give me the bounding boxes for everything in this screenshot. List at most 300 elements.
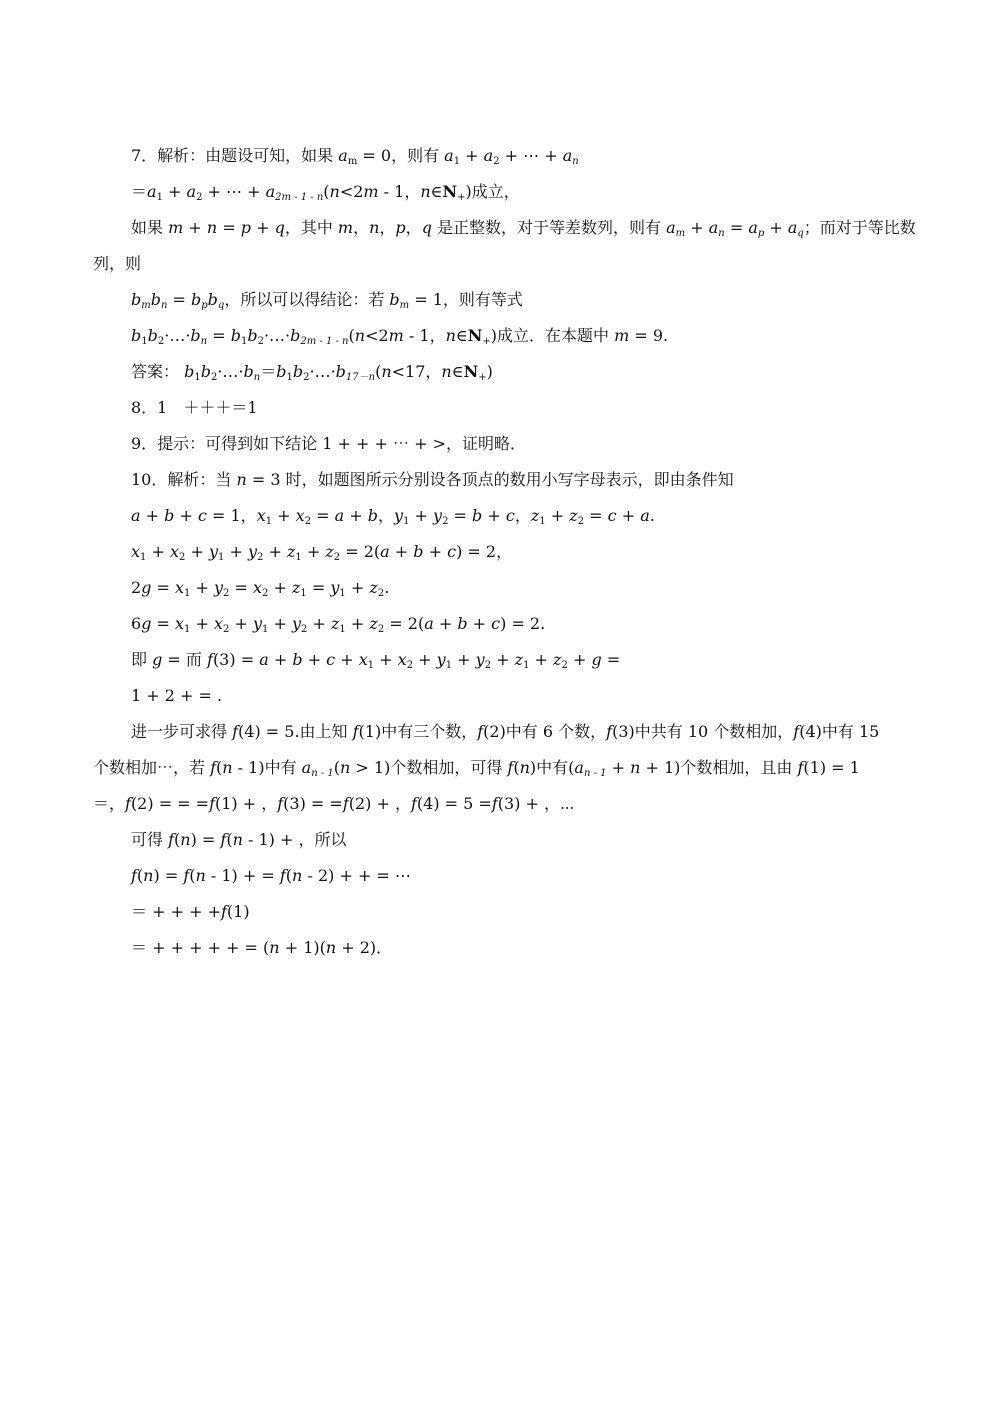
math-variable: b [367, 506, 379, 525]
math-subscript: 1 [339, 588, 346, 599]
math-subscript: 2 [333, 552, 341, 563]
math-variable: x [175, 614, 185, 633]
math-variable: f [220, 902, 227, 921]
text-fragment: + [250, 218, 275, 237]
text-fragment: + [529, 650, 554, 669]
text-fragment: 可得 [131, 830, 169, 849]
math-variable: q [421, 218, 432, 237]
text-fragment: = [306, 578, 331, 597]
text-fragment: <2 [365, 326, 389, 345]
math-subscript: 2m - 1 - n [300, 336, 349, 347]
math-variable: n [195, 866, 206, 885]
text-fragment: + [268, 650, 293, 669]
text-fragment: + [685, 218, 709, 237]
text-fragment: + [389, 542, 414, 561]
math-variable: m [363, 182, 379, 201]
math-subscript: q [797, 228, 804, 239]
math-variable: z [530, 506, 540, 525]
text-fragment: (1) + ， [215, 794, 278, 813]
math-variable: g [152, 650, 163, 669]
text-fragment: - 1) + = [205, 866, 280, 885]
math-variable: b [191, 290, 202, 309]
math-subscript: 1 [295, 552, 302, 563]
text-fragment: ) = 2. [500, 614, 546, 633]
text-fragment: N [463, 362, 479, 381]
text-fragment: ) = [153, 866, 184, 885]
text-fragment: ， [353, 218, 370, 237]
text-fragment: + [185, 542, 209, 561]
math-variable: b [292, 650, 303, 669]
text-fragment: - 1)中有 [232, 758, 302, 777]
text-fragment: ·…· [217, 362, 244, 381]
math-variable: y [475, 650, 485, 669]
math-variable: n [354, 326, 366, 345]
text-fragment: . [649, 506, 655, 525]
text-fragment: (3)中共有 10 个数相加， [612, 722, 794, 741]
text-fragment: ；而对于等比数 [803, 218, 916, 237]
math-subscript: 2 [157, 336, 165, 347]
math-subscript: 1 [184, 588, 191, 599]
math-variable: n [206, 218, 218, 237]
math-subscript: 2 [210, 372, 218, 383]
math-subscript: 1 [156, 192, 163, 203]
math-variable: a [424, 614, 434, 633]
math-variable: x [131, 542, 141, 561]
math-subscript: + [482, 336, 491, 347]
math-variable: y [291, 614, 302, 633]
math-variable: y [436, 650, 446, 669]
text-fragment: = [151, 578, 176, 597]
math-subscript: p [757, 228, 765, 239]
math-variable: f [207, 650, 213, 669]
math-variable: c [197, 506, 207, 525]
text-fragment: = 0，则有 [357, 146, 445, 165]
math-variable: f [606, 722, 613, 741]
math-variable: f [793, 722, 800, 741]
text-fragment: + [345, 578, 370, 597]
text-fragment: ， [378, 506, 395, 525]
math-subscript: 1 [141, 336, 148, 347]
math-variable: p [395, 218, 406, 237]
math-variable: z [514, 650, 524, 669]
math-variable: f [279, 866, 286, 885]
math-variable: p [240, 218, 251, 237]
text-fragment: 7．解析：由题设可知，如果 [131, 146, 339, 165]
solution-7-line-5 [131, 290, 523, 310]
text-fragment: = [151, 614, 176, 633]
text-fragment: + [413, 650, 437, 669]
text-fragment: (1) [226, 902, 250, 921]
text-fragment: + [467, 614, 492, 633]
math-variable: c [326, 650, 336, 669]
text-fragment: 个数相加⋯，若 [93, 758, 211, 777]
math-subscript: n [253, 372, 261, 383]
text-fragment: ·…· [263, 326, 291, 345]
solution-8: 8．1 ＋＋＋＝1 [131, 398, 258, 417]
math-subscript: 1 [523, 660, 530, 671]
text-fragment: ) [486, 362, 493, 381]
solution-10-line-12 [131, 866, 411, 886]
math-variable: a [787, 218, 798, 237]
text-fragment: = [311, 506, 335, 525]
text-fragment: ＝ [131, 182, 148, 201]
text-fragment: ∈ [455, 326, 468, 345]
text-fragment: - 1， [403, 326, 446, 345]
math-variable: f [411, 794, 417, 813]
math-subscript: 1 [240, 336, 248, 347]
math-variable: n [381, 362, 392, 381]
math-variable: a [259, 650, 269, 669]
math-subscript: 1 [184, 624, 191, 635]
math-variable: a [708, 218, 719, 237]
text-fragment: = 2( [340, 542, 381, 561]
solution-10-line-4 [131, 578, 389, 598]
math-subscript: 2 [442, 516, 449, 527]
solution-10-line-3 [131, 542, 512, 562]
solution-10-line-6 [131, 650, 620, 670]
math-subscript: 1 [265, 516, 273, 527]
text-fragment: ( [174, 830, 181, 849]
text-fragment: + [229, 614, 253, 633]
math-subscript: 1 [218, 552, 225, 563]
math-variable: a [562, 146, 573, 165]
math-variable: z [569, 506, 578, 525]
text-fragment: = 9. [629, 326, 669, 345]
math-variable: a [483, 146, 494, 165]
answer-line [131, 362, 493, 382]
text-fragment: 是正整数，对于等差数列，则有 [431, 218, 667, 237]
math-variable: f [491, 794, 498, 813]
text-fragment: + 2)． [336, 938, 393, 957]
math-variable: a [301, 758, 312, 777]
text-fragment: + 1)个数相加，且由 [640, 758, 798, 777]
math-variable: n [180, 830, 191, 849]
text-fragment: . [384, 578, 390, 597]
text-fragment: + [146, 542, 170, 561]
math-variable: b [290, 326, 301, 345]
math-variable: f [210, 758, 217, 777]
math-subscript: 17－n [345, 372, 376, 383]
text-fragment: = [601, 650, 621, 669]
text-fragment: 2 [131, 578, 142, 597]
text-fragment: ( [333, 758, 341, 777]
text-fragment: = [207, 326, 231, 345]
text-fragment: - 2) + + = ⋯ [302, 866, 411, 885]
text-fragment: 6 [131, 614, 142, 633]
text-fragment: - 1， [378, 182, 421, 201]
math-variable: f [168, 830, 175, 849]
text-fragment: N [442, 182, 458, 201]
math-subscript: 2 [377, 624, 385, 635]
text-fragment: (3) = [212, 650, 260, 669]
math-variable: b [389, 290, 400, 309]
text-fragment: ， [405, 218, 422, 237]
text-fragment: + [268, 614, 292, 633]
math-variable: f [277, 794, 284, 813]
text-fragment: ( [513, 758, 520, 777]
math-variable: a [444, 146, 454, 165]
text-fragment: + [482, 506, 506, 525]
math-variable: b [147, 326, 158, 345]
text-fragment: + [433, 614, 458, 633]
text-fragment: ·…· [164, 326, 191, 345]
math-subscript: 2 [223, 624, 230, 635]
text-fragment: = [167, 290, 192, 309]
text-fragment: + [183, 218, 207, 237]
math-variable: c [491, 614, 501, 633]
text-fragment: ∈ [430, 182, 443, 201]
math-subscript: m [347, 156, 358, 167]
math-subscript: 2 [406, 660, 414, 671]
math-variable: n [329, 182, 340, 201]
math-variable: n [232, 830, 243, 849]
math-subscript: 1 [453, 156, 461, 167]
math-variable: y [330, 578, 340, 597]
math-subscript: 2 [257, 336, 264, 347]
math-subscript: 2 [262, 588, 269, 599]
text-fragment: ) = [190, 830, 221, 849]
text-fragment: = 2( [384, 614, 425, 633]
text-fragment: + [301, 542, 326, 561]
math-subscript: 2 [303, 372, 310, 383]
text-fragment: ＝ [260, 362, 277, 381]
text-fragment: ，所以可以得结论：若 [224, 290, 390, 309]
math-variable: b [190, 326, 201, 345]
text-fragment: 10．解析：当 [131, 470, 237, 489]
math-variable: y [252, 614, 263, 633]
text-fragment: (3) + ，⋯ [497, 794, 575, 813]
text-fragment: - 1) + ，所以 [242, 830, 347, 849]
text-fragment: + [764, 218, 788, 237]
text-fragment: 即 [131, 650, 153, 669]
text-fragment: + [460, 146, 484, 165]
math-variable: n [269, 938, 280, 957]
text-fragment: + [263, 542, 287, 561]
text-fragment: ( [323, 182, 330, 201]
math-subscript: 2 [179, 552, 186, 563]
text-fragment: = [724, 218, 749, 237]
math-subscript: 1 [445, 660, 453, 671]
text-fragment: + [606, 758, 631, 777]
math-variable: f [209, 794, 215, 813]
solution-7-line-1 [131, 146, 579, 166]
solution-7-line-2 [131, 182, 520, 202]
text-fragment: ( [189, 866, 196, 885]
math-variable: b [164, 506, 175, 525]
math-subscript: 1 [262, 624, 269, 635]
math-variable: n [369, 218, 380, 237]
text-fragment: = 而 [162, 650, 208, 669]
math-variable: c [607, 506, 617, 525]
solution-10-line-10 [93, 794, 574, 814]
text-fragment: + [616, 506, 641, 525]
math-variable: z [291, 578, 301, 597]
solution-10-line-8 [131, 722, 879, 742]
text-fragment: (2) + ， [348, 794, 411, 813]
math-variable: z [325, 542, 334, 561]
math-variable: n [420, 182, 431, 201]
math-subscript: + [457, 192, 466, 203]
text-fragment: + [190, 578, 214, 597]
text-fragment: ，其中 [284, 218, 338, 237]
text-fragment: = [229, 578, 253, 597]
math-variable: x [214, 614, 224, 633]
math-subscript: + [478, 372, 487, 383]
math-subscript: n [160, 300, 168, 311]
math-variable: x [175, 578, 185, 597]
text-fragment: + [224, 542, 248, 561]
math-subscript: 1 [140, 552, 147, 563]
math-variable: y [208, 542, 219, 561]
math-variable: z [286, 542, 296, 561]
math-subscript: m [675, 228, 686, 239]
math-variable: b [413, 542, 424, 561]
math-variable: f [232, 722, 239, 741]
text-fragment: = [448, 506, 473, 525]
math-subscript: 2 [257, 552, 264, 563]
math-variable: n [236, 470, 247, 489]
text-fragment: ( [226, 830, 233, 849]
solution-10-line-9 [93, 758, 860, 778]
math-subscript: n - 1 [311, 768, 334, 779]
math-variable: f [797, 758, 804, 777]
text-fragment: ( [348, 326, 355, 345]
math-variable: x [253, 578, 263, 597]
text-fragment: + [307, 614, 331, 633]
text-fragment: ， [514, 506, 531, 525]
math-variable: f [183, 866, 190, 885]
math-variable: b [457, 614, 468, 633]
math-variable: a [334, 506, 345, 525]
math-variable: m [388, 326, 404, 345]
text-fragment: ( [216, 758, 223, 777]
text-fragment: )成立， [465, 182, 520, 201]
math-variable: b [131, 290, 142, 309]
math-variable: x [295, 506, 305, 525]
solution-7-line-3 [131, 218, 916, 238]
text-fragment: ， [379, 218, 396, 237]
math-subscript: n - 1 [583, 768, 607, 779]
math-variable: a [265, 182, 276, 201]
math-variable: f [352, 722, 359, 741]
math-variable: z [369, 578, 378, 597]
text-fragment: (2)中有 6 个数， [483, 722, 607, 741]
text-fragment: + [567, 650, 592, 669]
solution-10-line-5 [131, 614, 545, 634]
math-variable: b [247, 326, 258, 345]
text-fragment: = [584, 506, 608, 525]
text-fragment: + [491, 650, 515, 669]
text-fragment: ＝， [93, 794, 126, 813]
text-fragment: + [344, 506, 368, 525]
text-fragment: + [423, 542, 448, 561]
math-subscript: 1 [194, 372, 201, 383]
math-variable: b [150, 290, 161, 309]
solution-10-line-7: 1 + 2 + = . [131, 686, 223, 705]
math-variable: y [247, 542, 258, 561]
math-subscript: 1 [300, 588, 307, 599]
math-subscript: 1 [403, 516, 410, 527]
math-subscript: n [572, 156, 579, 167]
math-subscript: 2 [196, 192, 203, 203]
math-variable: b [207, 290, 218, 309]
math-subscript: n [718, 228, 725, 239]
solution-10-line-11 [131, 830, 346, 850]
text-fragment: = 3 时，如题图所示分别设各顶点的数用小写字母表示，即由条件知 [246, 470, 734, 489]
math-variable: x [358, 650, 368, 669]
math-variable: a [748, 218, 758, 237]
text-fragment: + ⋯ + [499, 146, 563, 165]
text-fragment: + [409, 506, 434, 525]
math-subscript: 2m - 1 - n [275, 192, 324, 203]
text-fragment: + [268, 578, 292, 597]
text-fragment: <17， [391, 362, 442, 381]
math-subscript: 1 [539, 516, 546, 527]
math-variable: f [125, 794, 131, 813]
text-fragment: (4) = 5 = [416, 794, 492, 813]
math-variable: z [330, 614, 340, 633]
math-variable: y [394, 506, 404, 525]
text-fragment: + 1)( [279, 938, 326, 957]
math-variable: b [184, 362, 195, 381]
math-variable: n [445, 326, 456, 345]
text-fragment: 如果 [131, 218, 169, 237]
text-fragment: = 1，则有等式 [409, 290, 523, 309]
math-variable: f [220, 830, 227, 849]
math-variable: z [553, 650, 562, 669]
text-fragment: (2) = = = [130, 794, 210, 813]
math-variable: a [147, 182, 157, 201]
text-fragment: ＝ + + + + + = ( [131, 938, 270, 957]
math-subscript: 1 [339, 624, 346, 635]
math-variable: f [477, 722, 484, 741]
text-fragment: 进一步可求得 [131, 722, 233, 741]
math-subscript: 2 [484, 660, 492, 671]
text-fragment: + [545, 506, 570, 525]
text-fragment: <2 [339, 182, 364, 201]
text-fragment: (4) = 5.由上知 [238, 722, 353, 741]
math-variable: z [369, 614, 378, 633]
math-variable: g [141, 614, 152, 633]
math-variable: a [131, 506, 141, 525]
math-variable: n [292, 866, 303, 885]
math-variable: n [630, 758, 641, 777]
math-variable: m [168, 218, 184, 237]
solution-10-line-1 [131, 470, 734, 490]
text-fragment: N [467, 326, 483, 345]
math-variable: a [574, 758, 584, 777]
text-fragment: + [302, 650, 327, 669]
text-fragment: + [190, 614, 214, 633]
math-variable: n [143, 866, 154, 885]
math-variable: b [200, 362, 211, 381]
text-fragment: ( [375, 362, 382, 381]
text-fragment: = 1， [206, 506, 257, 525]
text-fragment: + [335, 650, 359, 669]
math-variable: x [397, 650, 407, 669]
math-variable: n [441, 362, 452, 381]
text-fragment: + [452, 650, 476, 669]
text-fragment: + [174, 506, 198, 525]
math-subscript: 2 [223, 588, 230, 599]
math-variable: b [292, 362, 304, 381]
math-subscript: 2 [377, 588, 385, 599]
math-variable: x [256, 506, 266, 525]
math-subscript: 2 [304, 516, 312, 527]
text-fragment: (1)中有三个数， [358, 722, 478, 741]
math-variable: c [505, 506, 515, 525]
math-subscript: n [200, 336, 208, 347]
